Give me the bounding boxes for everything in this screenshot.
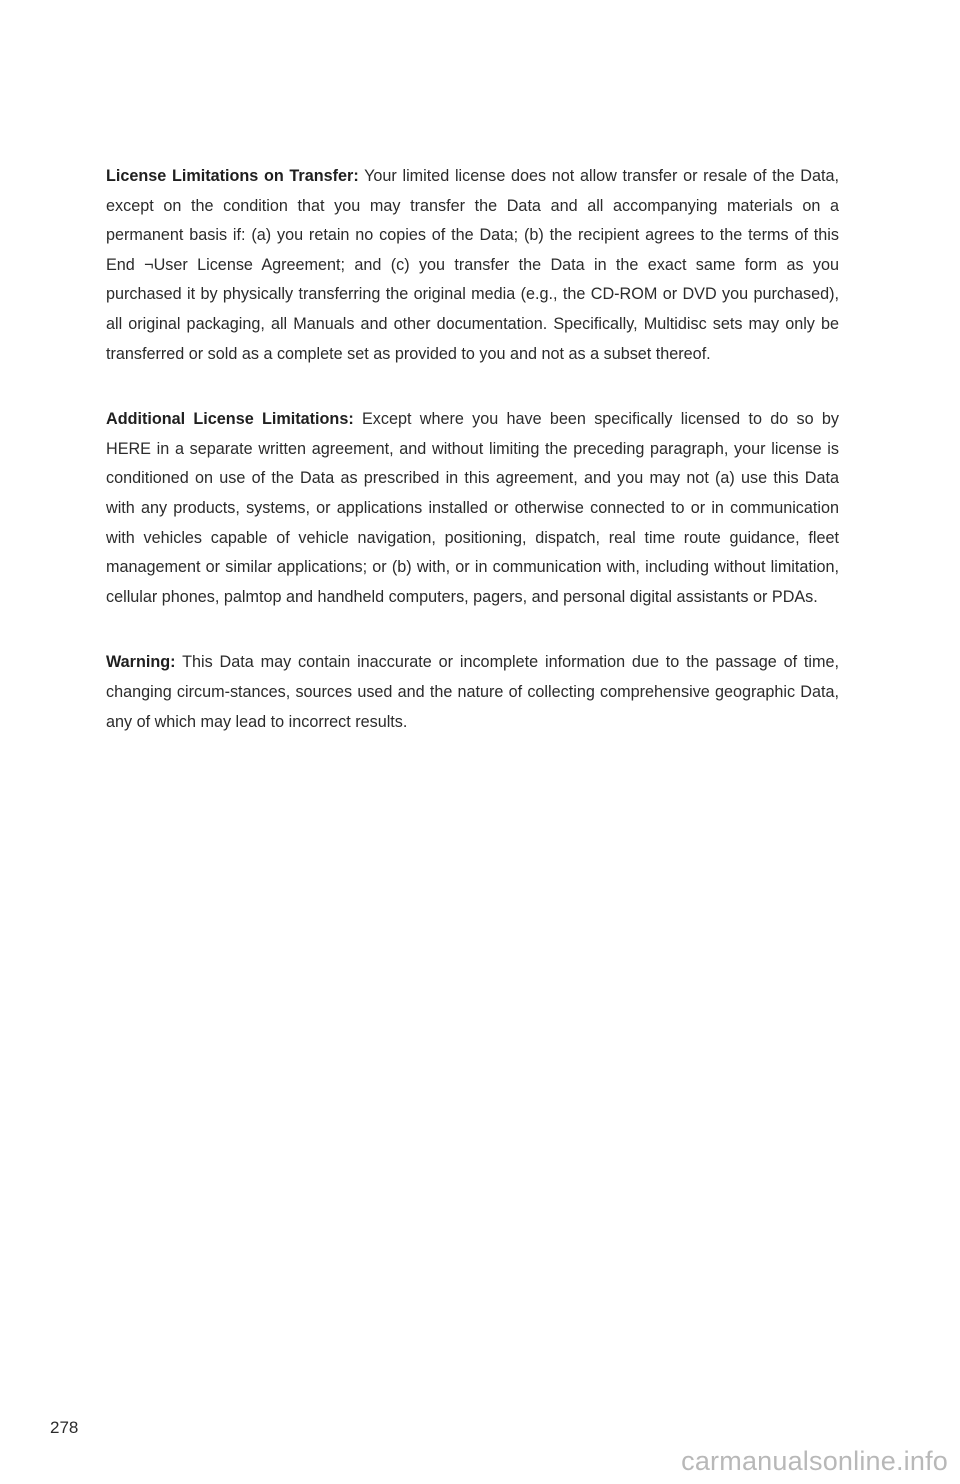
paragraph-body: Except where you have been specifically licensed to do so by HERE in a separate written agreement, and without limiting the preceding paragraph, your license is conditioned on use of the Data as prescribed in this agreement, and you may not (a) use this Data with any products, systems, or applications installed or otherwise connected to or in communication with vehicles capable of vehicle navigation, positioning, dispatch, real time route guidance, fleet management or similar applications; or (b) with, or in communication with, including without limitation, cellular phones, palmtop and handheld computers, pagers, and personal digital assistants or PDAs. [106, 410, 839, 606]
paragraph-body: Your limited license does not allow transfer or resale of the Data, except on the condition that you may transfer the Data and all accompanying materials on a permanent basis if: (a) you retain no copies of the Data; (b) the recipient agrees to the terms of this End ¬User License Agreement; and (c) you transfer the Data in the exact same form as you purchased it by physically transferring the original media (e.g., the CD-ROM or DVD you purchased), all original packaging, all Manuals and other documentation. Specifically, Multidisc sets may only be transferred or sold as a complete set as provided to you and not as a subset thereof. [106, 167, 839, 363]
paragraph-heading: Additional License Limitations: [106, 410, 354, 429]
page-content [106, 162, 839, 773]
paragraph-warning [106, 648, 839, 737]
paragraph-heading: Warning: [106, 653, 176, 672]
paragraph-license-limitations-on-transfer [106, 162, 839, 369]
paragraph-body: This Data may contain inaccurate or incomplete information due to the passage of time, changing circum-stances, sources used and the nature of collecting comprehensive geographic Data, any of which may lead to incorrect results. [106, 653, 839, 731]
page-number: 278 [50, 1418, 79, 1437]
paragraph-heading: License Limitations on Transfer: [106, 167, 359, 185]
watermark: carmanualsonline.info [681, 1446, 948, 1476]
paragraph-additional-license-limitations [106, 405, 839, 612]
